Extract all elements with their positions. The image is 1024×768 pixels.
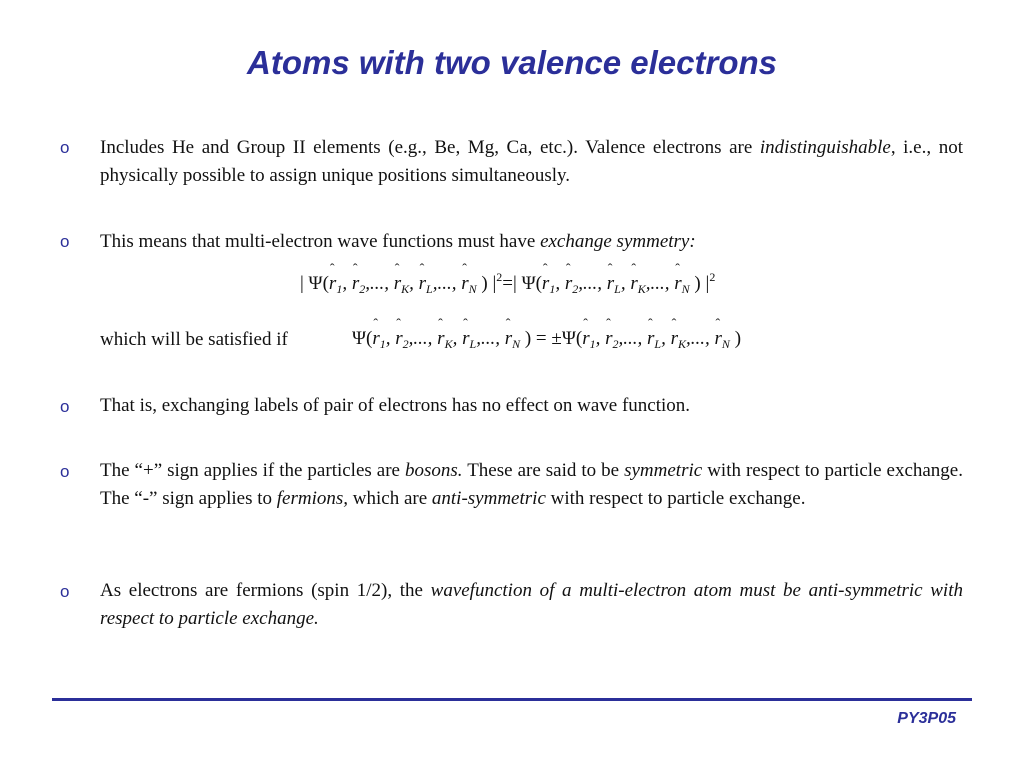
bullet-marker: o [60,582,70,601]
bullet-text: As electrons are fermions (spin 1/2), the [100,580,431,601]
slide-title: Atoms with two valence electrons [247,44,777,81]
bullet-marker: o [60,397,70,416]
bullet-text: These are said to be [462,460,625,481]
emphasis-text: exchange symmetry: [540,231,696,252]
footer-course-code: PY3P05 [897,710,956,727]
emphasis-text: anti-symmetric [431,488,546,509]
satisfied-label: which will be satisfied if [100,329,288,350]
footer-divider [52,698,972,701]
exchange-symmetry-equation: | Ψ(ˆ $r_1$, ˆ $r_2$,..., ˆ $r_K$, ˆ $r_L$,..., ˆ $r_N$ ) $|^2=|$ Ψ(ˆ $r_1$, ˆ $r_2$,..., ˆ $r_L$, ˆ $r_K$,..., ˆ $r_N$ ) $|^2$ [300,270,715,297]
bullet-3 [100,392,963,420]
bullet-text: This means that multi-electron wave functions must have [100,231,541,252]
bullet-text: Includes He and Group II elements (e.g., Be, Mg, Ca, etc.). Valence electrons are [100,137,760,158]
bullet-5 [100,577,963,633]
bullet-2 [100,228,963,256]
bullet-text: The “+” sign applies if the particles are [100,460,405,481]
bullet-text: That is, exchanging labels of pair of electrons has no effect on wave function. [100,395,691,416]
emphasis-text: bosons. [405,460,463,481]
emphasis-text: fermions, [276,488,349,509]
emphasis-text: indistinguishable [759,137,891,158]
bullet-4 [100,457,963,513]
bullet-text: which are [348,488,432,509]
bullet-1 [100,134,963,190]
bullet-text: , i.e., not physically possible to assign unique positions simultaneously. [100,137,963,186]
bullet-marker: o [60,232,70,251]
bullet-text: with respect to particle exchange. [545,488,806,509]
emphasis-text: wavefunction of a multi-electron atom must be anti-symmetric with respect to particle exchange. [100,580,963,629]
bullet-marker: o [60,462,70,481]
bullet-text: with respect to particle exchange. The “-” sign applies to [100,460,963,509]
bullet-marker: o [60,138,70,157]
sign-condition-equation: Ψ(ˆ $r_1$, ˆ $r_2$,..., ˆ $r_K$, ˆ $r_L$,..., ˆ $r_N$ ) = ±Ψ(ˆ $r_1$, ˆ $r_2$,..., ˆ $r_L$, ˆ $r_K$,..., ˆ $r_N$ ) [352,328,741,352]
emphasis-text: symmetric [624,460,703,481]
